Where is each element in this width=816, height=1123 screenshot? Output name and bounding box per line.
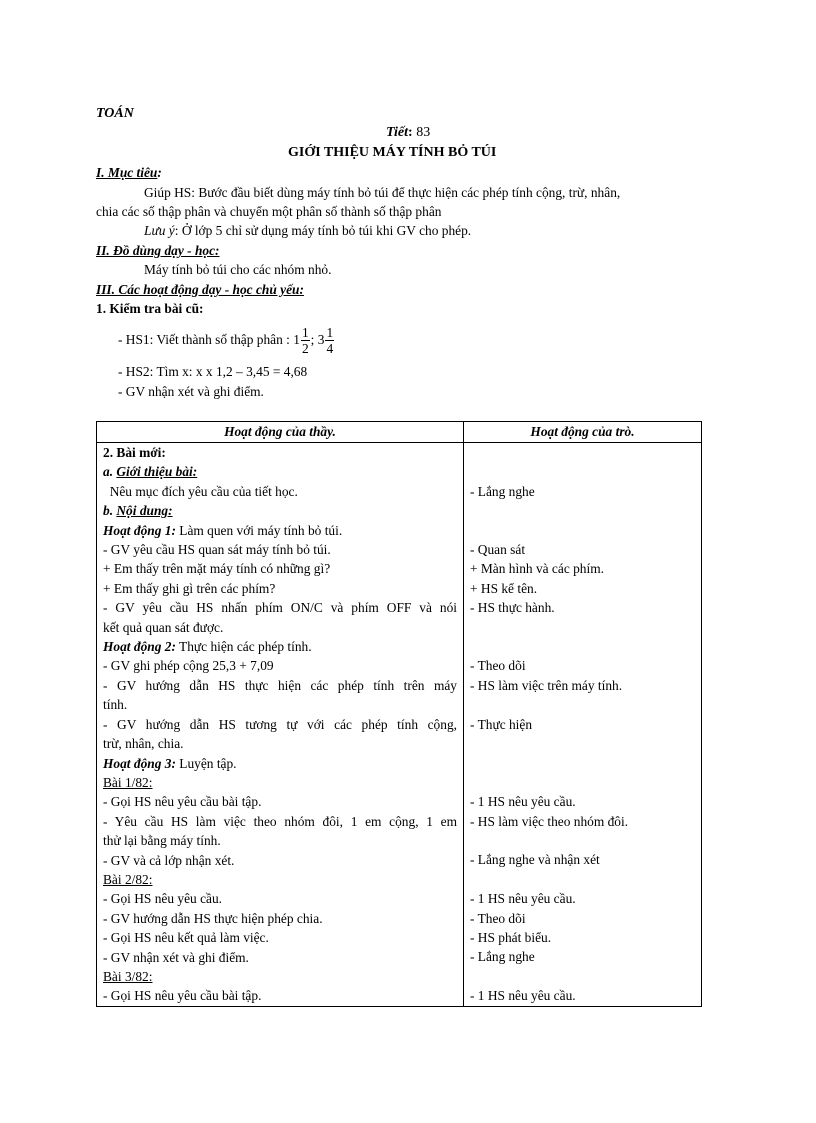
teacher-line: - Gọi HS nêu yêu cầu bài tập. [103,988,262,1004]
teacher-line: - GV yêu cầu HS nhấn phím ON/C và phím OFF và nói [103,600,457,616]
teacher-line: tính. [103,697,128,713]
activity-label: Hoạt động 1: [103,522,176,538]
student-line: + HS kể tên. [470,580,538,596]
review-gv: - GV nhận xét và ghi điểm. [118,384,264,399]
note-label: Lưu ý [144,223,175,238]
teacher-line: - Gọi HS nêu kết quả làm việc. [103,930,269,946]
teacher-column-header: Hoạt động của thầy. [97,422,464,443]
lesson-number: 83 [416,125,431,140]
teacher-line: kết quả quan sát được. [103,619,224,635]
fraction-1: $\frac{1}{2}$ [301,325,309,357]
subject-heading: TOÁN [96,106,134,121]
objectives-note [144,221,471,240]
student-line [470,637,695,656]
objectives-line-1: Giúp HS: Bước đầu biết dùng máy tính bỏ túi để thực hiện các phép tính cộng, trừ, nhân, [144,185,621,200]
review-heading: 1. Kiểm tra bài cũ: [96,301,204,316]
student-line: - HS phát biểu. [470,929,552,945]
objectives-line-2: chia các số thập phân và chuyển một phân số thành số thập phân [96,204,442,219]
student-line: - Lắng nghe [470,949,535,965]
student-line: - Lắng nghe và nhận xét [470,852,600,868]
activity-label: Hoạt động 3: [103,755,176,771]
teacher-line: 2. Bài mới: [103,445,166,460]
teacher-line: trừ, nhân, chia. [103,736,184,752]
student-line [470,618,695,637]
student-line: - 1 HS nêu yêu cầu. [470,988,576,1004]
student-line [470,501,695,520]
student-line: - Lắng nghe [470,483,535,499]
materials-text: Máy tính bỏ túi cho các nhóm nhỏ. [144,262,332,277]
teacher-line: Bài 1/82: [103,774,153,790]
student-line [470,521,695,540]
materials-heading: II. Đồ dùng dạy - học: [96,243,220,258]
student-line [470,773,695,792]
fraction-separator: ; [310,332,315,347]
teacher-line: b. Nội dung: [103,503,173,519]
hs1-text: - HS1: Viết thành số thập phân : [118,332,290,347]
teacher-line: Bài 3/82: [103,968,153,984]
student-line [470,967,695,986]
review-hs1 [118,320,335,360]
student-line [470,870,695,889]
fraction-2: $\frac{1}{4}$ [326,325,334,357]
teacher-line: - Gọi HS nêu yêu cầu bài tập. [103,794,262,810]
review-hs2: - HS2: Tìm x: x x 1,2 – 3,45 = 4,68 [118,364,308,379]
teacher-line: - GV nhận xét và ghi điểm. [103,949,249,965]
student-column-header: Hoạt động của trò. [464,422,702,443]
teacher-line: - GV hướng dẫn HS tương tự với các phép tính cộng, [103,716,457,732]
student-line: - 1 HS nêu yêu cầu. [470,891,576,907]
student-line [470,734,695,753]
student-line: - Thực hiện [470,716,533,732]
teacher-line: - GV hướng dẫn HS thực hiện phép chia. [103,910,323,926]
student-line [470,831,695,850]
student-line: + Màn hình và các phím. [470,561,604,577]
teacher-line: Hoạt động 2: Thực hiện các phép tính. [103,639,312,655]
student-line [470,753,695,772]
teacher-line: Hoạt động 1: Làm quen với máy tính bỏ túi. [103,522,343,538]
teacher-line: Nêu mục đích yêu cầu của tiết học. [103,483,298,499]
note-text: : Ở lớp 5 chỉ sử dụng máy tính bỏ túi khi GV cho phép. [174,223,472,238]
student-line: - Theo dõi [470,658,526,674]
student-activities-cell [464,443,702,1007]
teacher-line: Hoạt động 3: Luyện tập. [103,755,237,771]
teacher-line: - Yêu cầu HS làm việc theo nhóm đôi, 1 em cộng, 1 em [103,813,457,829]
teacher-line: thử lại bằng máy tính. [103,833,221,849]
student-line [470,462,695,481]
objectives-heading: I. Mục tiêu: [96,165,162,180]
teacher-line: - Gọi HS nêu yêu cầu. [103,891,222,907]
teacher-line: + Em thấy trên mặt máy tính có những gì? [103,561,331,577]
lesson-title: GIỚI THIỆU MÁY TÍNH BỎ TÚI [288,145,497,160]
teacher-line: - GV ghi phép cộng 25,3 + 7,09 [103,658,274,674]
fraction-2-whole: 3 [317,332,325,347]
activities-heading: III. Các hoạt động dạy - học chủ yếu: [96,282,304,297]
student-line: - Theo dõi [470,910,526,926]
student-line: - 1 HS nêu yêu cầu. [470,794,576,810]
teacher-line: + Em thấy ghi gì trên các phím? [103,580,276,596]
lesson-label: Tiết [386,125,409,140]
student-line: - HS thực hành. [470,600,555,616]
student-line: - HS làm việc theo nhóm đôi. [470,813,629,829]
table-body-row [97,443,702,1007]
teacher-line: Bài 2/82: [103,871,153,887]
student-line [470,443,695,462]
teacher-activities-cell [97,443,464,1007]
student-line: - HS làm việc trên máy tính. [470,677,623,693]
teacher-line: - GV và cả lớp nhận xét. [103,852,235,868]
lesson-number-line: Tiết: 83 [386,125,431,140]
teacher-line: - GV yêu cầu HS quan sát máy tính bỏ túi. [103,542,331,558]
fraction-1-whole: 1 [293,332,300,347]
teacher-line: - GV hướng dẫn HS thực hiện các phép tính trên máy [103,677,457,693]
student-line: - Quan sát [470,541,526,557]
activities-table [96,421,702,1007]
student-line [470,695,695,714]
table-header-row [97,422,702,443]
teacher-line: a. Giới thiệu bài: [103,464,198,480]
activity-label: Hoạt động 2: [103,639,176,655]
